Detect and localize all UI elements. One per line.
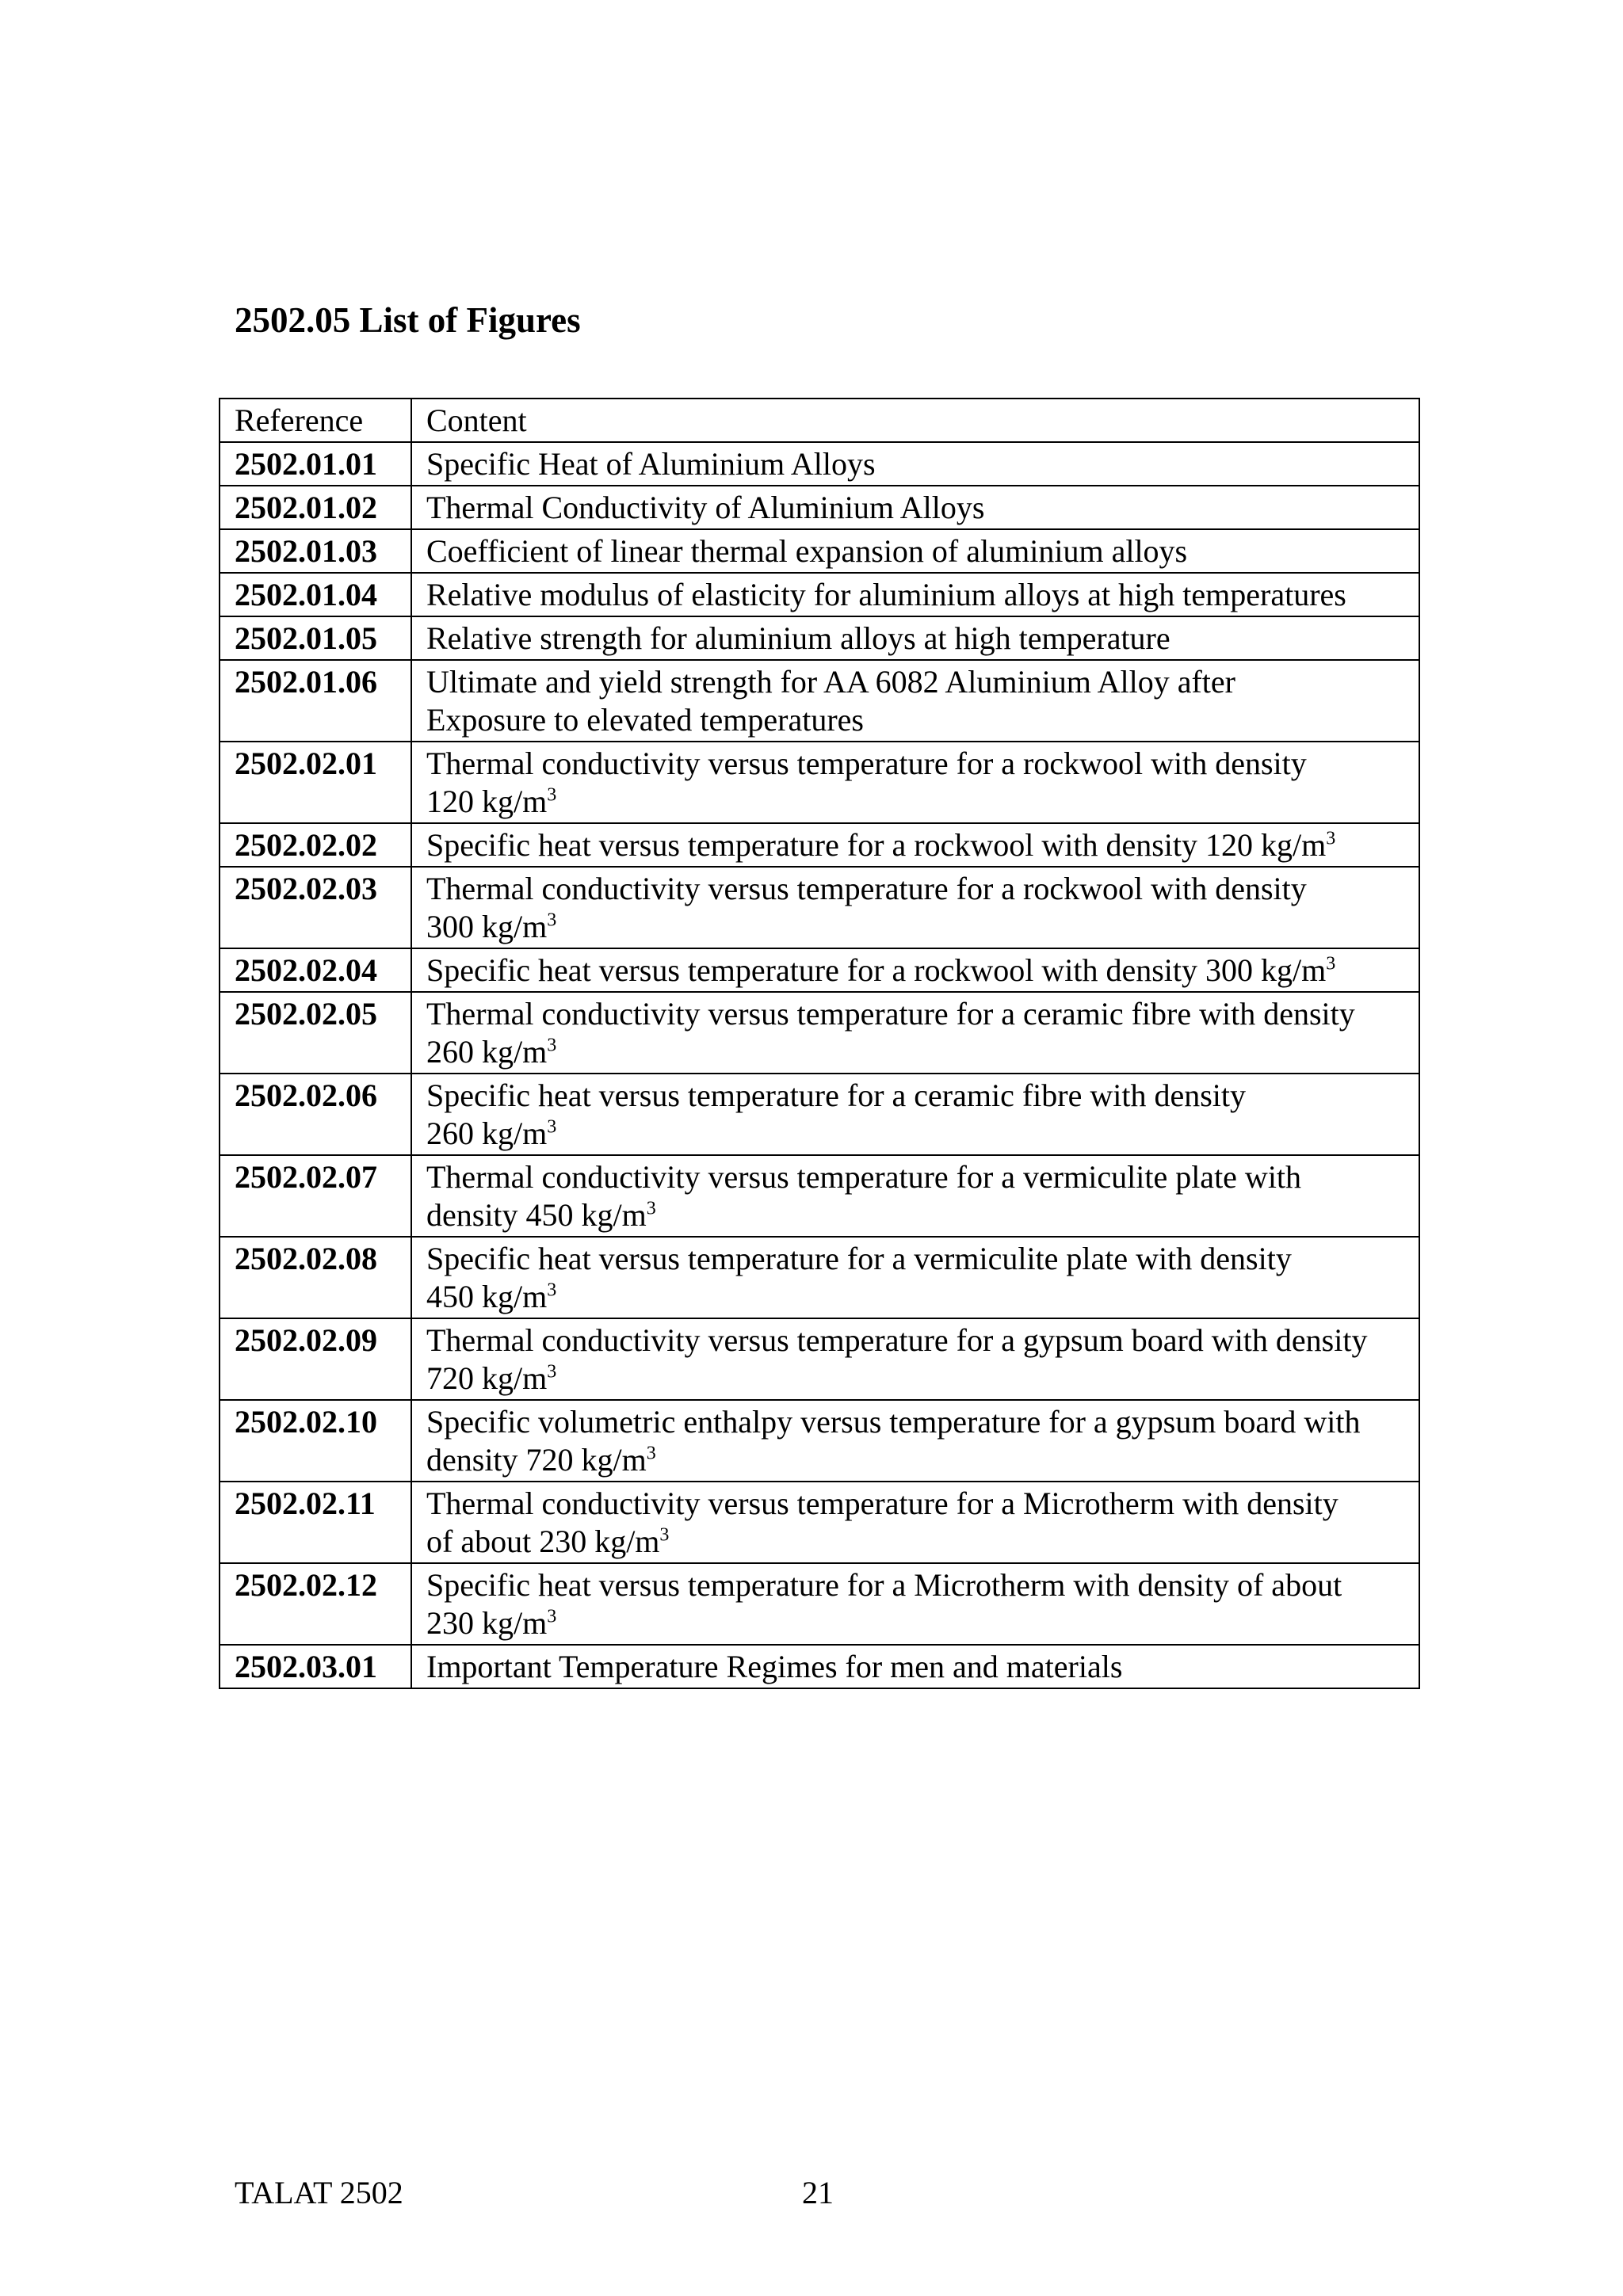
superscript-exponent: 3 <box>547 1361 557 1383</box>
table-row <box>220 948 1419 992</box>
superscript-exponent: 3 <box>547 910 557 931</box>
figure-caption <box>411 948 1419 992</box>
caption-line: Important Temperature Regimes for men and materials <box>426 1649 1123 1684</box>
caption-line: Thermal conductivity versus temperature for a vermiculite plate with <box>426 1159 1302 1195</box>
figure-reference: 2502.01.06 <box>220 660 411 742</box>
figure-caption <box>411 742 1419 823</box>
figure-reference: 2502.02.04 <box>220 948 411 992</box>
table-row <box>220 486 1419 529</box>
caption-line: 230 kg/m <box>426 1605 548 1641</box>
footer-page-number: 21 <box>802 2175 834 2210</box>
superscript-exponent: 3 <box>547 1116 557 1138</box>
table-row <box>220 442 1419 486</box>
figure-caption <box>411 1482 1419 1563</box>
caption-line: Coefficient of linear thermal expansion of aluminium alloys <box>426 533 1188 569</box>
table-row <box>220 823 1419 867</box>
column-header-content: Content <box>411 399 1419 442</box>
caption-line: of about 230 kg/m <box>426 1524 660 1559</box>
caption-line: Exposure to elevated temperatures <box>426 702 864 738</box>
figure-reference: 2502.02.05 <box>220 992 411 1074</box>
figure-caption <box>411 529 1419 573</box>
caption-line: Specific heat versus temperature for a ceramic fibre with density <box>426 1077 1247 1113</box>
figure-caption <box>411 867 1419 948</box>
superscript-exponent: 3 <box>547 784 557 806</box>
caption-line: 260 kg/m <box>426 1116 548 1151</box>
figure-reference: 2502.01.05 <box>220 616 411 660</box>
figure-caption <box>411 660 1419 742</box>
superscript-exponent: 3 <box>547 1035 557 1056</box>
figure-reference: 2502.03.01 <box>220 1645 411 1688</box>
figure-caption <box>411 573 1419 616</box>
table-row <box>220 1237 1419 1318</box>
table-row <box>220 1400 1419 1482</box>
table-header-row <box>220 399 1419 442</box>
caption-line: 120 kg/m <box>426 784 548 819</box>
figure-reference: 2502.02.07 <box>220 1155 411 1237</box>
caption-line: Relative strength for aluminium alloys at high temperature <box>426 620 1170 656</box>
table-row <box>220 1318 1419 1400</box>
caption-line: Specific volumetric enthalpy versus temperature for a gypsum board with <box>426 1404 1361 1440</box>
figure-caption <box>411 1155 1419 1237</box>
caption-line: 450 kg/m <box>426 1279 548 1314</box>
figure-reference: 2502.02.10 <box>220 1400 411 1482</box>
superscript-exponent: 3 <box>1326 828 1336 849</box>
figure-reference: 2502.02.11 <box>220 1482 411 1563</box>
figure-reference: 2502.01.01 <box>220 442 411 486</box>
caption-line: Thermal conductivity versus temperature for a Microtherm with density <box>426 1486 1338 1521</box>
figures-table <box>219 398 1420 1689</box>
superscript-exponent: 3 <box>659 1524 670 1546</box>
caption-line: Thermal Conductivity of Aluminium Alloys <box>426 490 985 525</box>
superscript-exponent: 3 <box>547 1606 557 1627</box>
table-row <box>220 660 1419 742</box>
caption-line: Specific Heat of Aluminium Alloys <box>426 446 876 482</box>
caption-line: Specific heat versus temperature for a rockwool with density 300 kg/m <box>426 952 1327 988</box>
figure-reference: 2502.01.04 <box>220 573 411 616</box>
caption-line: Specific heat versus temperature for a vermiculite plate with density <box>426 1241 1292 1276</box>
caption-line: Ultimate and yield strength for AA 6082 Aluminium Alloy after <box>426 664 1235 700</box>
table-row <box>220 1155 1419 1237</box>
superscript-exponent: 3 <box>547 1280 557 1301</box>
figure-caption <box>411 992 1419 1074</box>
figure-reference: 2502.02.08 <box>220 1237 411 1318</box>
figure-caption <box>411 1318 1419 1400</box>
caption-line: Thermal conductivity versus temperature for a rockwool with density <box>426 871 1307 906</box>
figure-reference: 2502.02.02 <box>220 823 411 867</box>
table-row <box>220 616 1419 660</box>
caption-line: Thermal conductivity versus temperature for a ceramic fibre with density <box>426 996 1355 1032</box>
figure-reference: 2502.01.02 <box>220 486 411 529</box>
caption-line: Specific heat versus temperature for a Microtherm with density of about <box>426 1567 1342 1603</box>
table-row <box>220 573 1419 616</box>
superscript-exponent: 3 <box>646 1198 656 1219</box>
figure-reference: 2502.01.03 <box>220 529 411 573</box>
caption-line: 260 kg/m <box>426 1034 548 1070</box>
caption-line: Thermal conductivity versus temperature for a rockwool with density <box>426 746 1307 781</box>
caption-line: density 720 kg/m <box>426 1442 647 1478</box>
superscript-exponent: 3 <box>1326 953 1336 974</box>
caption-line: 720 kg/m <box>426 1360 548 1396</box>
figure-reference: 2502.02.09 <box>220 1318 411 1400</box>
figure-caption <box>411 1563 1419 1645</box>
table-row <box>220 1074 1419 1155</box>
caption-line: density 450 kg/m <box>426 1197 647 1233</box>
table-row <box>220 1482 1419 1563</box>
caption-line: Relative modulus of elasticity for aluminium alloys at high temperatures <box>426 577 1346 612</box>
figure-caption <box>411 616 1419 660</box>
table-row <box>220 742 1419 823</box>
superscript-exponent: 3 <box>646 1443 656 1464</box>
figure-reference: 2502.02.06 <box>220 1074 411 1155</box>
footer-document-id: TALAT 2502 <box>235 2175 403 2210</box>
caption-line: 300 kg/m <box>426 909 548 944</box>
table-row <box>220 992 1419 1074</box>
figure-reference: 2502.02.01 <box>220 742 411 823</box>
figure-caption <box>411 1645 1419 1688</box>
caption-line: Specific heat versus temperature for a rockwool with density 120 kg/m <box>426 827 1327 863</box>
page-title: 2502.05 List of Figures <box>235 300 581 340</box>
figure-caption <box>411 1074 1419 1155</box>
table-row <box>220 1563 1419 1645</box>
figure-caption <box>411 442 1419 486</box>
figure-caption <box>411 1400 1419 1482</box>
table-row <box>220 867 1419 948</box>
figure-reference: 2502.02.12 <box>220 1563 411 1645</box>
figure-reference: 2502.02.03 <box>220 867 411 948</box>
figures-table-body <box>220 399 1419 1688</box>
column-header-reference: Reference <box>220 399 411 442</box>
table-row <box>220 1645 1419 1688</box>
figure-caption <box>411 823 1419 867</box>
caption-line: Thermal conductivity versus temperature for a gypsum board with density <box>426 1322 1368 1358</box>
figure-caption <box>411 1237 1419 1318</box>
table-row <box>220 529 1419 573</box>
figure-caption <box>411 486 1419 529</box>
